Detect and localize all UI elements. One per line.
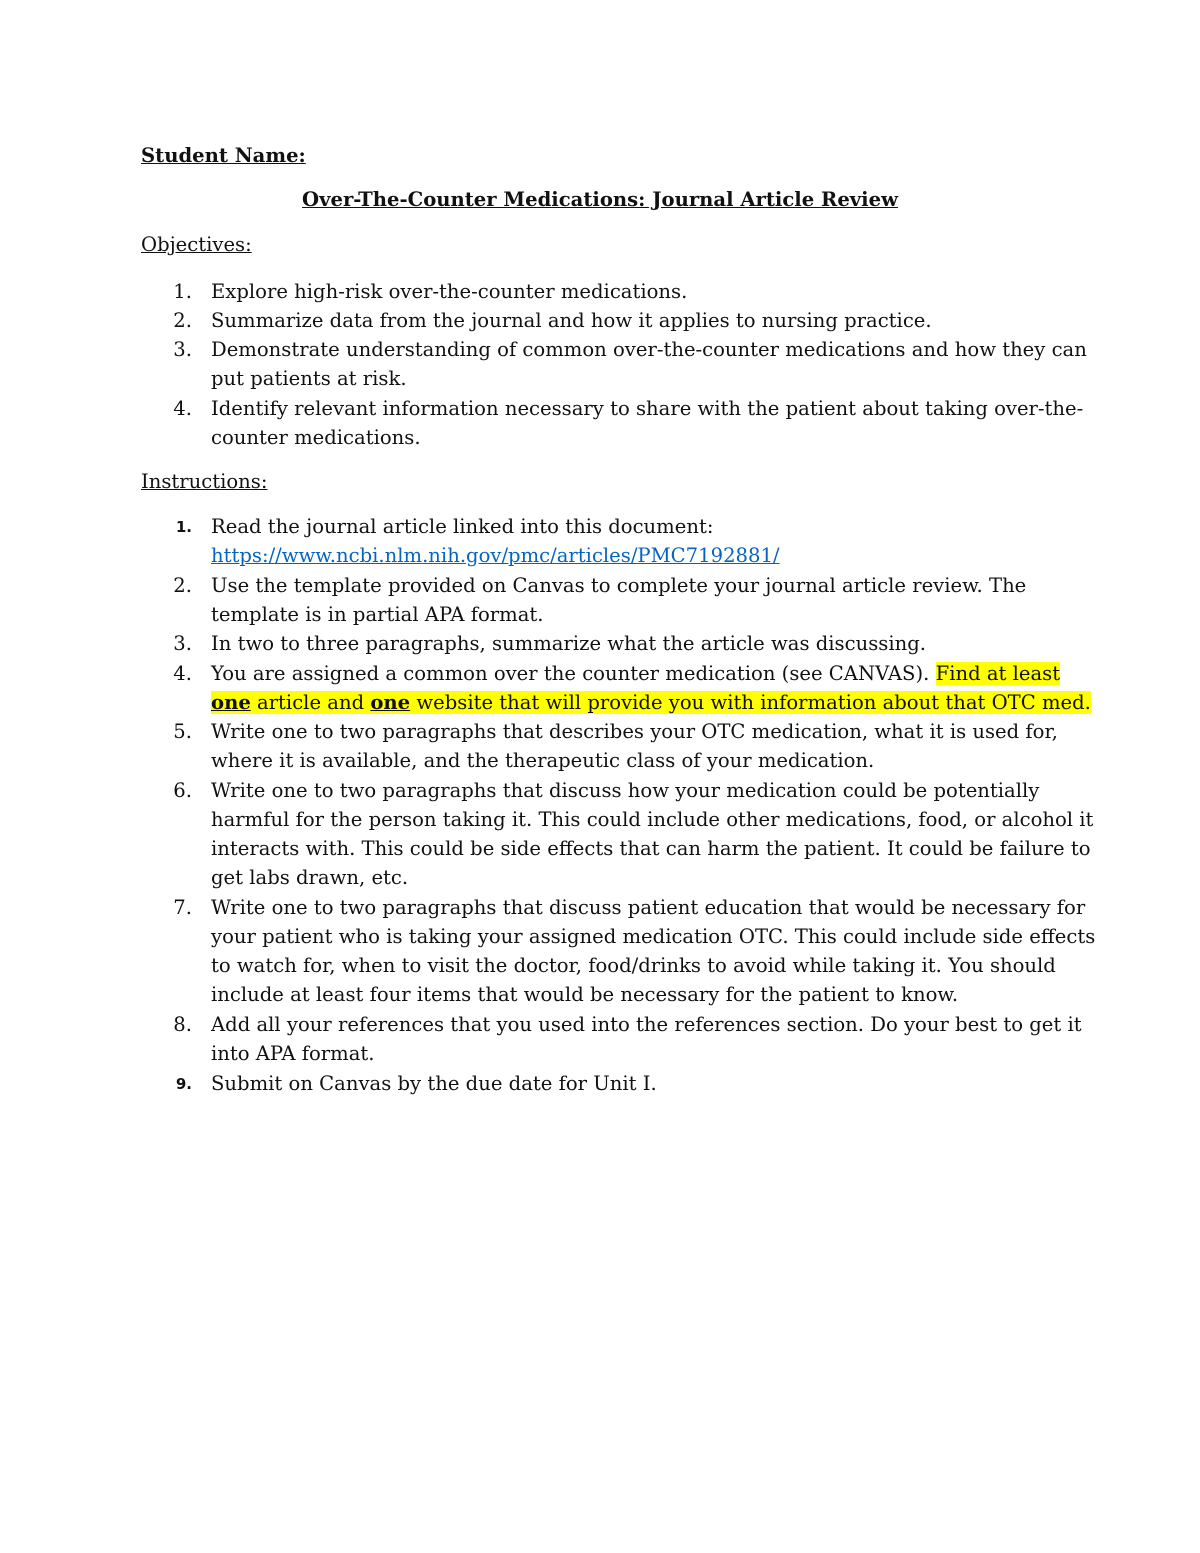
list-number: 2.	[173, 309, 192, 332]
list-number: 7.	[173, 896, 192, 919]
list-item-continuation: get labs drawn, etc.	[211, 866, 409, 889]
list-number: 2.	[173, 574, 192, 597]
list-item-continuation: harmful for the person taking it. This could include other medications, food, or alcohol it	[211, 808, 1094, 831]
list-item: Write one to two paragraphs that discuss how your medication could be potentially	[211, 779, 1040, 802]
emphasis-one: one	[211, 691, 251, 714]
list-item: Identify relevant information necessary to share with the patient about taking over-the-	[211, 397, 1084, 420]
list-item-continuation: your patient who is taking your assigned medication OTC. This could include side effects	[211, 925, 1096, 948]
list-item: Write one to two paragraphs that describes your OTC medication, what it is used for,	[211, 720, 1058, 743]
list-number: 4.	[173, 662, 192, 685]
list-item: Demonstrate understanding of common over-the-counter medications and how they can	[211, 338, 1087, 361]
list-item-continuation: counter medications.	[211, 426, 421, 449]
list-item	[211, 662, 1060, 685]
list-item: In two to three paragraphs, summarize what the article was discussing.	[211, 632, 926, 655]
list-number: 1.	[175, 518, 192, 536]
list-item-continuation: include at least four items that would be necessary for the patient to know.	[211, 983, 959, 1006]
list-item: Explore high-risk over-the-counter medications.	[211, 280, 688, 303]
list-number: 8.	[173, 1013, 192, 1036]
list-item-continuation: into APA format.	[211, 1042, 375, 1065]
list-item: Submit on Canvas by the due date for Unit I.	[211, 1072, 657, 1095]
document-title: Over-The-Counter Medications: Journal Article Review	[302, 188, 898, 211]
list-item-continuation: interacts with. This could be side effects that can harm the patient. It could be failure to	[211, 837, 1091, 860]
list-item: Read the journal article linked into this document:	[211, 515, 714, 538]
list-number: 9.	[175, 1075, 192, 1093]
highlighted-line	[211, 691, 1091, 714]
list-number: 3.	[173, 632, 192, 655]
list-item: Use the template provided on Canvas to complete your journal article review. The	[211, 574, 1027, 597]
list-item: Summarize data from the journal and how it applies to nursing practice.	[211, 309, 932, 332]
objectives-heading: Objectives:	[141, 233, 252, 256]
list-item: Write one to two paragraphs that discuss patient education that would be necessary for	[211, 896, 1086, 919]
list-number: 1.	[173, 280, 192, 303]
list-item-text: You are assigned a common over the counter medication (see CANVAS).	[211, 662, 936, 685]
list-item-continuation: where it is available, and the therapeutic class of your medication.	[211, 749, 875, 772]
highlighted-text: article and	[250, 691, 371, 714]
article-link[interactable]: https://www.ncbi.nlm.nih.gov/pmc/articles/PMC7192881/	[211, 544, 780, 567]
list-number: 4.	[173, 397, 192, 420]
list-number: 3.	[173, 338, 192, 361]
student-name-label: Student Name:	[141, 144, 306, 167]
emphasis-one: one	[370, 691, 411, 714]
list-item: Add all your references that you used into the references section. Do your best to get it	[211, 1013, 1082, 1036]
list-number: 6.	[173, 779, 192, 802]
instructions-heading: Instructions:	[141, 470, 268, 493]
list-item-continuation: put patients at risk.	[211, 367, 407, 390]
list-item-continuation: template is in partial APA format.	[211, 603, 544, 626]
list-number: 5.	[173, 720, 192, 743]
highlighted-text: Find at least	[935, 662, 1061, 685]
highlighted-text: website that will provide you with information about that OTC med.	[410, 691, 1091, 714]
list-item-continuation: to watch for, when to visit the doctor, food/drinks to avoid while taking it. You should	[211, 954, 1056, 977]
